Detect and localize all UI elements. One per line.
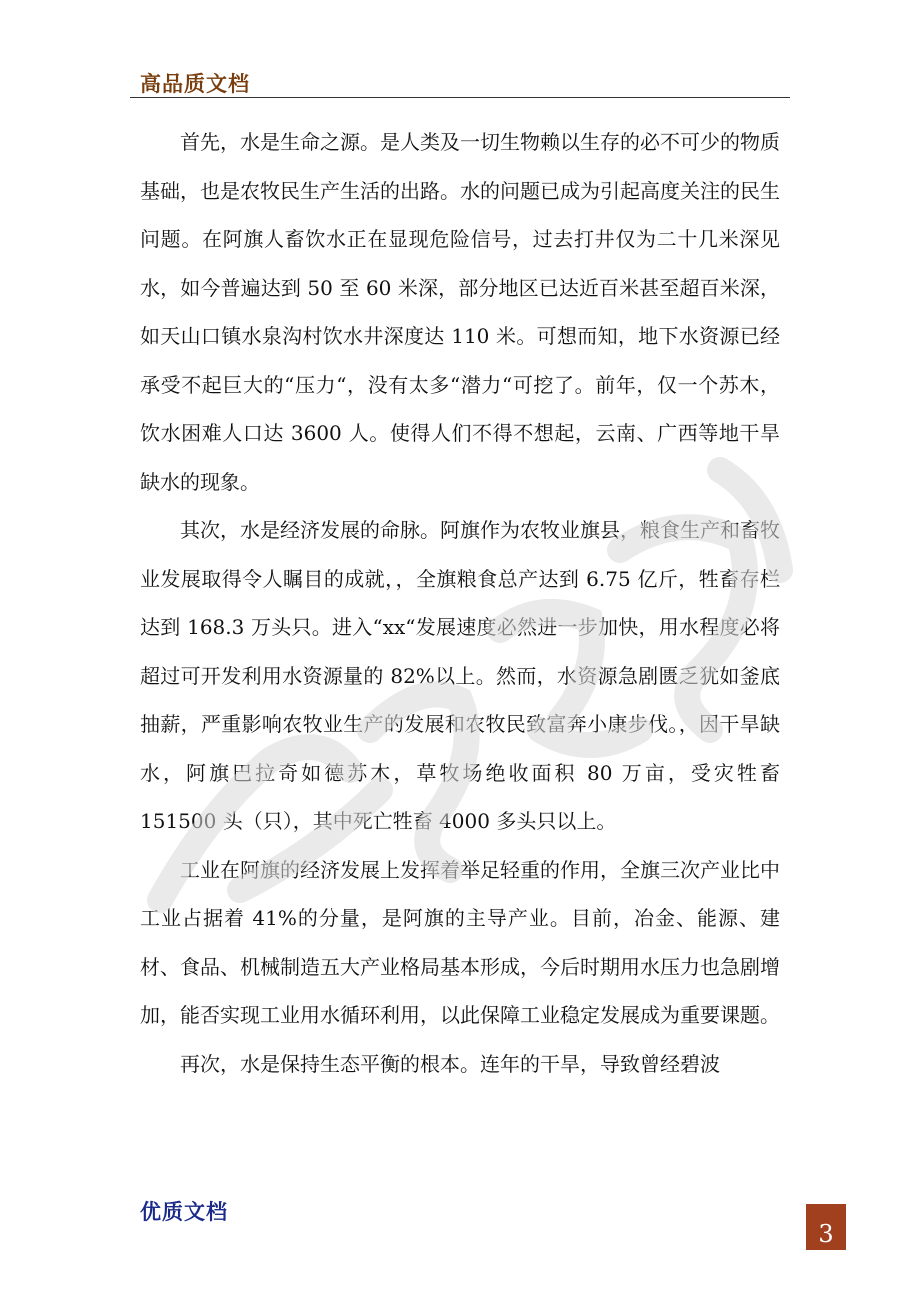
- paragraph-1: 首先，水是生命之源。是人类及一切生物赖以生存的必不可少的物质基础，也是农牧民生产生活的出路。水的问题已成为引起高度关注的民生问题。在阿旗人畜饮水正在显现危险信号，过去打井仅为二十几米深见水，如今普遍达到 50 至 60 米深，部分地区已达近百米甚至超百米深，如天山口镇水泉沟村饮水井深度达 110 米。可想而知，地下水资源已经承受不起巨大的“压力“，没有太多“潜力“可挖了。前年，仅一个苏木，饮水困难人口达 3600 人。使得人们不得不想起，云南、广西等地干旱缺水的现象。: [140, 130, 780, 494]
- paragraph-2: 其次，水是经济发展的命脉。阿旗作为农牧业旗县，粮食生产和畜牧业发展取得令人瞩目的成就，，全旗粮食总产达到 6.75 亿斤，牲畜存栏达到 168.3 万头只。进入“xx“发展速度必然进一步加快，用水程度必将超过可开发利用水资源量的 82%以上。然而，水资源急剧匮乏犹如釜底抽薪，严重影响农牧业生产的发展和农牧民致富奔小康步伐。，因干旱缺水，阿旗巴拉奇如德苏木，草牧场绝收面积 80 万亩，受灾牲畜 151500 头（只），其中死亡牲畜 4000 多头只以上。: [140, 518, 780, 833]
- document-body: [140, 118, 780, 1088]
- page-number-badge: 3: [806, 1204, 846, 1250]
- header-divider: [130, 97, 790, 98]
- paragraph-3: 工业在阿旗的经济发展上发挥着举足轻重的作用，全旗三次产业比中工业占据着 41%的分量，是阿旗的主导产业。目前，冶金、能源、建材、食品、机械制造五大产业格局基本形成，今后时期用水压力也急剧增加，能否实现工业用水循环利用，以此保障工业稳定发展成为重要课题。: [140, 857, 780, 1027]
- header-title: 高品质文档: [140, 72, 250, 96]
- footer-title: 优质文档: [140, 1200, 228, 1224]
- paragraph-4: 再次，水是保持生态平衡的根本。连年的干旱，导致曾经碧波: [180, 1051, 720, 1076]
